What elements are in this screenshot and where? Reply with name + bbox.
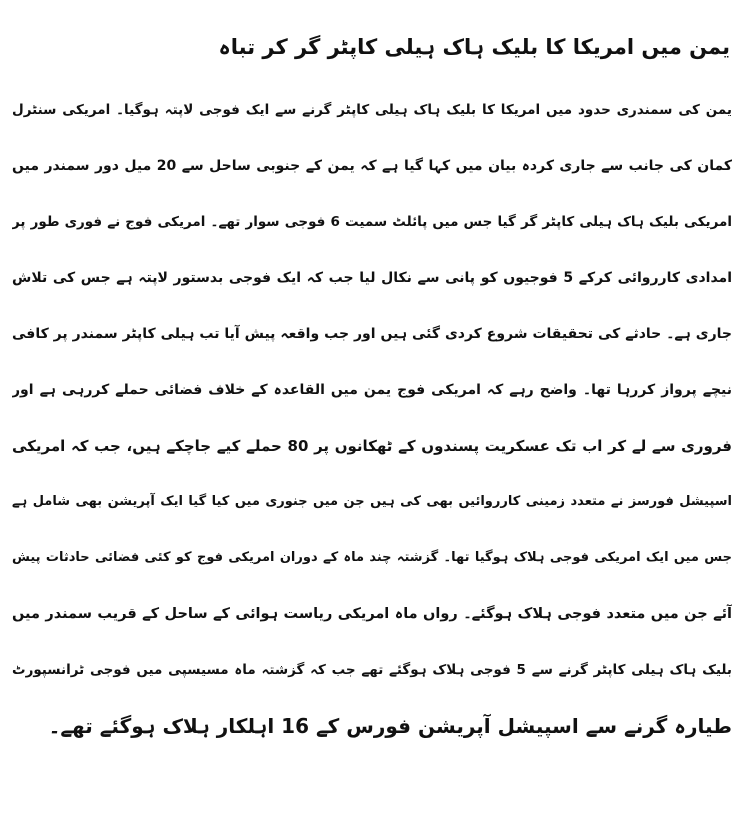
article-body [12,82,732,754]
article-body-line: امریکی بلیک ہاک ہیلی کاپٹر گر گیا جس میں پائلٹ سمیت 6 فوجی سوار تھے۔ امریکی فوج نے فوری طور پر [12,214,732,230]
article-body-line-last: طیارہ گرنے سے اسپیشل آپریشن فورس کے 16 اہلکار ہلاک ہوگئے تھے۔ [48,714,732,738]
article-body-line: آئے جن میں متعدد فوجی ہلاک ہوگئے۔ رواں ماہ امریکی ریاست ہوائی کے ساحل کے قریب سمندر میں [12,606,732,622]
article-body-line: یمن کی سمندری حدود میں امریکا کا بلیک ہاک ہیلی کاپٹر گرنے سے ایک فوجی لاپتہ ہوگیا۔ امریکی سنٹرل [12,102,732,118]
article-body-line: امدادی کارروائی کرکے 5 فوجیوں کو پانی سے نکال لیا جب کہ ایک فوجی بدستور لاپتہ ہے جس کی تلاش [12,270,732,286]
article-body-line: کمان کی جانب سے جاری کردہ بیان میں کہا گیا ہے کہ یمن کے جنوبی ساحل سے 20 میل دور سمندر میں [12,158,732,174]
article-headline: یمن میں امریکا کا بلیک ہاک ہیلی کاپٹر گر کر تباہ [218,35,730,59]
article-body-line: بلیک ہاک ہیلی کاپٹر گرنے سے 5 فوجی ہلاک ہوگئے تھے جب کہ گزشتہ ماہ مسیسپی میں فوجی ٹرانسپورٹ [12,662,732,678]
article-body-line: نیچے پرواز کررہا تھا۔ واضح رہے کہ امریکی فوج یمن میں القاعدہ کے خلاف فضائی حملے کررہی ہے اور [12,382,732,398]
article-body-line: جاری ہے۔ حادثے کی تحقیقات شروع کردی گئی ہیں اور جب واقعہ پیش آیا تب ہیلی کاپٹر سمندر پر کافی [12,326,732,342]
article-body-line: فروری سے لے کر اب تک عسکریت پسندوں کے ٹھکانوں پر 80 حملے کیے جاچکے ہیں، جب کہ امریکی [12,437,732,455]
article-body-line: اسپیشل فورسز نے متعدد زمینی کارروائیں بھی کی ہیں جن میں جنوری میں کیا گیا ایک آپریشن بھی شامل ہے [12,494,732,509]
article-body-line: جس میں ایک امریکی فوجی ہلاک ہوگیا تھا۔ گزشتہ چند ماہ کے دوران امریکی فوج کو کئی فضائی حادثات پیش [12,550,732,565]
